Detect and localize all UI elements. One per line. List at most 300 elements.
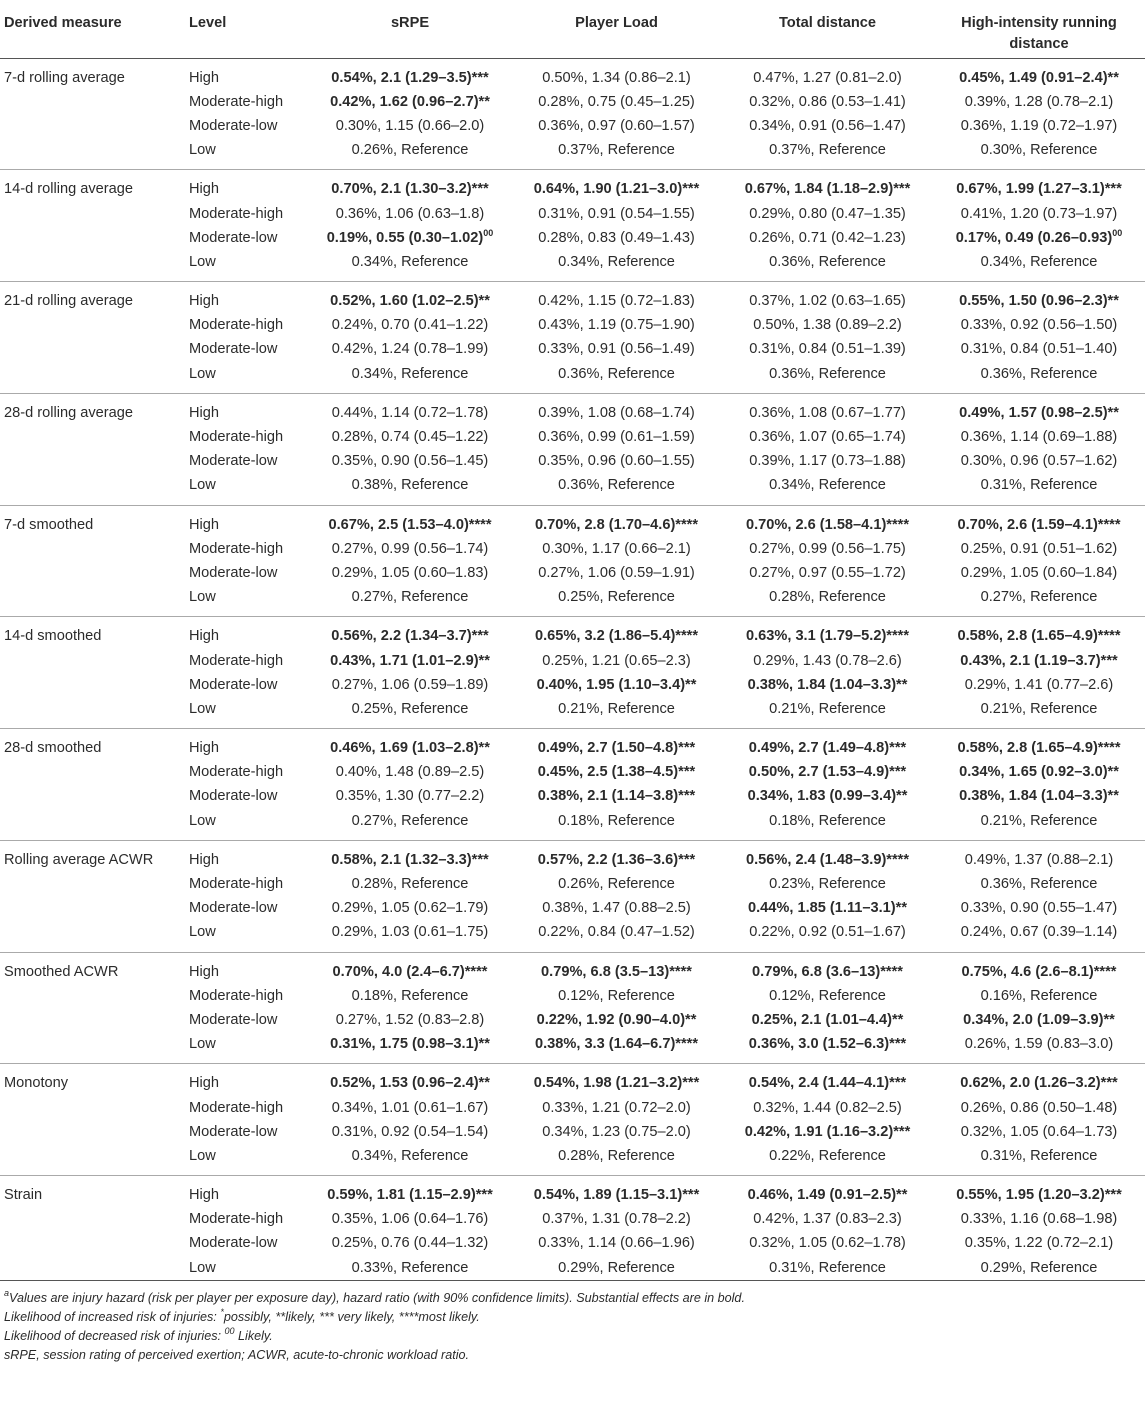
value-cell: 0.39%, 1.08 (0.68–1.74) bbox=[538, 404, 695, 421]
table-row bbox=[0, 1231, 1145, 1255]
level-cell: Moderate-low bbox=[189, 453, 278, 470]
value-cell: 0.28%, 0.75 (0.45–1.25) bbox=[538, 93, 695, 110]
value-cell: 0.35%, 1.22 (0.72–2.1) bbox=[964, 1235, 1114, 1252]
table-row bbox=[0, 1256, 1145, 1281]
table-row bbox=[0, 505, 1145, 537]
value-cell: 0.49%, 2.7 (1.50–4.8)*** bbox=[537, 740, 696, 757]
level-cell: Moderate-high bbox=[189, 987, 284, 1004]
value-cell: 0.38%, 2.1 (1.14–3.8)*** bbox=[537, 788, 696, 805]
derived-measure-cell bbox=[0, 138, 185, 170]
value-cell: 0.43%, 1.19 (0.75–1.90) bbox=[538, 317, 695, 334]
table-row bbox=[0, 90, 1145, 114]
value-cell: 0.70%, 4.0 (2.4–6.7)**** bbox=[332, 963, 488, 980]
table-row bbox=[0, 729, 1145, 761]
derived-measure-cell bbox=[0, 673, 185, 697]
level-cell: Moderate-low bbox=[189, 117, 278, 134]
value-cell: 0.28%, 0.74 (0.45–1.22) bbox=[331, 429, 489, 446]
value-cell: 0.26%, 1.59 (0.83–3.0) bbox=[933, 1032, 1145, 1064]
table-row bbox=[0, 449, 1145, 473]
value-cell: 0.56%, 2.4 (1.48–3.9)**** bbox=[745, 851, 910, 868]
value-cell: 0.44%, 1.14 (0.72–1.78) bbox=[331, 404, 489, 421]
value-cell: 0.31%, Reference bbox=[933, 473, 1145, 505]
value-cell: 0.30%, 1.17 (0.66–2.1) bbox=[542, 540, 691, 557]
header-total-distance: Total distance bbox=[722, 0, 933, 58]
value-cell: 0.33%, 1.21 (0.72–2.0) bbox=[542, 1099, 691, 1116]
value-cell: 0.27%, 1.06 (0.59–1.89) bbox=[331, 676, 489, 693]
value-cell: 0.36%, Reference bbox=[722, 250, 933, 282]
value-cell: 0.29%, 1.03 (0.61–1.75) bbox=[309, 920, 511, 952]
value-cell: 0.75%, 4.6 (2.6–8.1)**** bbox=[961, 963, 1117, 980]
derived-measure-cell bbox=[0, 697, 185, 729]
value-cell: 0.31%, Reference bbox=[933, 1144, 1145, 1176]
derived-measure-cell bbox=[0, 201, 185, 225]
table-body bbox=[0, 58, 1145, 1280]
table-row bbox=[0, 984, 1145, 1008]
level-cell: Moderate-high bbox=[189, 205, 284, 222]
value-cell: 0.40%, 1.48 (0.89–2.5) bbox=[335, 764, 485, 781]
value-cell: 0.56%, 2.2 (1.34–3.7)*** bbox=[331, 628, 489, 645]
value-cell: 0.26%, 0.71 (0.42–1.23) bbox=[749, 229, 906, 246]
value-cell: 0.54%, 2.1 (1.29–3.5)*** bbox=[331, 69, 489, 86]
value-cell: 0.29%, Reference bbox=[511, 1256, 722, 1281]
derived-measure-cell bbox=[0, 1032, 185, 1064]
value-cell: 0.43%, 2.1 (1.19–3.7)*** bbox=[960, 652, 1118, 669]
value-cell: 0.34%, Reference bbox=[933, 250, 1145, 282]
table-row bbox=[0, 1095, 1145, 1119]
value-cell: 0.50%, 1.38 (0.89–2.2) bbox=[753, 317, 902, 334]
value-cell: 0.34%, Reference bbox=[309, 362, 511, 394]
derived-measure-cell bbox=[0, 1095, 185, 1119]
footnote-abbreviations: sRPE, session rating of perceived exertion; ACWR, acute-to-chronic workload ratio. bbox=[4, 1347, 469, 1362]
table-row bbox=[0, 425, 1145, 449]
value-cell: 0.12%, Reference bbox=[769, 987, 886, 1004]
value-cell: 0.29%, 1.05 (0.62–1.79) bbox=[331, 900, 489, 917]
value-cell: 0.31%, 0.92 (0.54–1.54) bbox=[331, 1123, 489, 1140]
value-cell: 0.35%, 0.90 (0.56–1.45) bbox=[331, 453, 489, 470]
value-cell: 0.28%, Reference bbox=[511, 1144, 722, 1176]
value-cell: 0.34%, Reference bbox=[309, 1144, 511, 1176]
value-cell: 0.39%, 1.28 (0.78–2.1) bbox=[964, 93, 1114, 110]
derived-measure-cell: 28-d rolling average bbox=[4, 404, 133, 421]
derived-measure-cell: 14-d rolling average bbox=[4, 181, 133, 198]
value-cell: 0.37%, Reference bbox=[511, 138, 722, 170]
derived-measure-cell bbox=[0, 984, 185, 1008]
derived-measure-cell bbox=[0, 872, 185, 896]
value-cell: 0.41%, 1.20 (0.73–1.97) bbox=[960, 205, 1118, 222]
value-cell: 0.67%, 2.5 (1.53–4.0)**** bbox=[328, 516, 492, 533]
level-cell: Moderate-high bbox=[189, 540, 284, 557]
level-cell: Moderate-high bbox=[189, 317, 284, 334]
value-cell: 0.27%, Reference bbox=[933, 585, 1145, 617]
level-cell: Low bbox=[185, 809, 309, 841]
value-cell: 0.34%, 1.23 (0.75–2.0) bbox=[542, 1123, 691, 1140]
value-cell: 0.54%, 1.89 (1.15–3.1)*** bbox=[533, 1187, 700, 1204]
level-cell: High bbox=[189, 181, 220, 198]
level-cell: High bbox=[189, 293, 220, 310]
value-cell: 0.79%, 6.8 (3.6–13)**** bbox=[752, 963, 903, 980]
value-cell: 0.31%, 0.84 (0.51–1.39) bbox=[749, 341, 906, 358]
table-row bbox=[0, 896, 1145, 920]
derived-measure-cell bbox=[0, 648, 185, 672]
derived-measure-cell bbox=[0, 425, 185, 449]
value-cell: 0.42%, 1.62 (0.96–2.7)** bbox=[330, 93, 490, 110]
level-cell: Moderate-high bbox=[189, 93, 284, 110]
table-row bbox=[0, 1008, 1145, 1032]
value-cell: 0.31%, Reference bbox=[722, 1256, 933, 1281]
derived-measure-cell: Monotony bbox=[4, 1075, 69, 1092]
level-cell: Low bbox=[185, 697, 309, 729]
level-cell: Moderate-low bbox=[189, 564, 278, 581]
table-row bbox=[0, 760, 1145, 784]
footnote-values: $^a$Values are injury hazard (risk per player per exposure day), hazard ratio (with 90% confidence limits). Substantial effects are in bold. bbox=[4, 1287, 745, 1305]
table-row bbox=[0, 648, 1145, 672]
value-cell: 0.38%, 1.84 (1.04–3.3)** bbox=[747, 676, 908, 693]
derived-measure-cell bbox=[0, 1231, 185, 1255]
value-cell: 0.30%, Reference bbox=[933, 138, 1145, 170]
table-row bbox=[0, 226, 1145, 250]
value-cell: 0.67%, 1.84 (1.18–2.9)*** bbox=[744, 181, 911, 198]
level-cell: Low bbox=[185, 585, 309, 617]
value-cell: 0.40%, 1.95 (1.10–3.4)** bbox=[536, 676, 697, 693]
value-cell: 0.36%, Reference bbox=[511, 362, 722, 394]
derived-measure-cell bbox=[0, 1008, 185, 1032]
value-cell: 0.32%, 0.86 (0.53–1.41) bbox=[749, 93, 906, 110]
value-cell: 0.27%, 0.99 (0.56–1.74) bbox=[331, 540, 489, 557]
table-row bbox=[0, 784, 1145, 808]
value-cell: 0.59%, 1.81 (1.15–2.9)*** bbox=[327, 1187, 493, 1204]
derived-measure-cell: 7-d rolling average bbox=[4, 69, 125, 86]
level-cell: Moderate-high bbox=[189, 764, 284, 781]
value-cell: 0.35%, 0.96 (0.60–1.55) bbox=[538, 453, 695, 470]
table-row bbox=[0, 840, 1145, 872]
value-cell: 0.36%, Reference bbox=[933, 362, 1145, 394]
value-cell: 0.32%, 1.05 (0.62–1.78) bbox=[749, 1235, 906, 1252]
value-cell: 0.29%, 0.80 (0.47–1.35) bbox=[749, 205, 906, 222]
derived-measure-cell bbox=[0, 784, 185, 808]
value-cell: 0.34%, Reference bbox=[309, 250, 511, 282]
level-cell: High bbox=[189, 404, 220, 421]
value-cell: 0.29%, 1.05 (0.60–1.83) bbox=[331, 564, 489, 581]
derived-measure-cell bbox=[0, 1256, 185, 1281]
value-cell: 0.70%, 2.6 (1.59–4.1)**** bbox=[957, 516, 1121, 533]
level-cell: Moderate-low bbox=[189, 788, 278, 805]
value-cell: 0.50%, 1.34 (0.86–2.1) bbox=[542, 69, 691, 86]
value-cell: 0.27%, 0.97 (0.55–1.72) bbox=[749, 564, 906, 581]
table-row bbox=[0, 697, 1145, 729]
table-row bbox=[0, 537, 1145, 561]
value-cell: 0.30%, 1.15 (0.66–2.0) bbox=[335, 117, 485, 134]
derived-measure-cell bbox=[0, 537, 185, 561]
value-cell: 0.36%, 1.06 (0.63–1.8) bbox=[335, 205, 485, 222]
value-cell: 0.33%, 1.14 (0.66–1.96) bbox=[538, 1235, 695, 1252]
derived-measure-cell bbox=[0, 362, 185, 394]
table-row bbox=[0, 617, 1145, 649]
footnote-increased-risk: Likelihood of increased risk of injuries: *possibly, **likely, *** very likely, ****most likely. bbox=[4, 1306, 480, 1324]
header-derived-measure: Derived measure bbox=[0, 0, 185, 58]
value-cell: 0.42%, 1.91 (1.16–3.2)*** bbox=[744, 1123, 911, 1140]
value-cell: 0.42%, 1.37 (0.83–2.3) bbox=[753, 1211, 902, 1228]
value-cell: 0.17%, 0.49 $(0.26-0.93)^{00}$ bbox=[955, 227, 1123, 246]
header-player-load: Player Load bbox=[511, 0, 722, 58]
table-row bbox=[0, 362, 1145, 394]
value-cell: 0.29%, Reference bbox=[933, 1256, 1145, 1281]
table-row bbox=[0, 170, 1145, 202]
value-cell: 0.37%, 1.31 (0.78–2.2) bbox=[542, 1211, 691, 1228]
table-row bbox=[0, 250, 1145, 282]
derived-measure-cell: 7-d smoothed bbox=[4, 516, 94, 533]
value-cell: 0.43%, 1.71 (1.01–2.9)** bbox=[330, 652, 490, 669]
table-row bbox=[0, 561, 1145, 585]
value-cell: 0.32%, 1.05 (0.64–1.73) bbox=[960, 1123, 1118, 1140]
table-row bbox=[0, 393, 1145, 425]
derived-measure-cell: Rolling average ACWR bbox=[4, 851, 154, 868]
value-cell: 0.36%, Reference bbox=[722, 362, 933, 394]
derived-measure-cell bbox=[0, 313, 185, 337]
value-cell: 0.36%, Reference bbox=[511, 473, 722, 505]
value-cell: 0.37%, 1.02 (0.63–1.65) bbox=[749, 293, 906, 310]
level-cell: Low bbox=[185, 1144, 309, 1176]
value-cell: 0.42%, 1.24 (0.78–1.99) bbox=[331, 341, 489, 358]
value-cell: 0.36%, 1.08 (0.67–1.77) bbox=[749, 404, 906, 421]
derived-measure-cell bbox=[0, 760, 185, 784]
table-row bbox=[0, 952, 1145, 984]
derived-measure-cell bbox=[0, 473, 185, 505]
value-cell: 0.29%, 1.05 (0.60–1.84) bbox=[960, 564, 1118, 581]
level-cell: High bbox=[189, 1187, 220, 1204]
value-cell: 0.16%, Reference bbox=[980, 987, 1098, 1004]
value-cell: 0.21%, Reference bbox=[933, 809, 1145, 841]
value-cell: 0.70%, 2.6 (1.58–4.1)**** bbox=[745, 516, 910, 533]
value-cell: 0.28%, 0.83 (0.49–1.43) bbox=[538, 229, 695, 246]
value-cell: 0.49%, 1.37 (0.88–2.1) bbox=[964, 851, 1114, 868]
table-row bbox=[0, 673, 1145, 697]
value-cell: 0.25%, Reference bbox=[511, 585, 722, 617]
value-cell: 0.33%, 0.90 (0.55–1.47) bbox=[960, 900, 1118, 917]
value-cell: 0.33%, Reference bbox=[309, 1256, 511, 1281]
table-row bbox=[0, 1064, 1145, 1096]
value-cell: 0.45%, 2.5 (1.38–4.5)*** bbox=[537, 764, 696, 781]
level-cell: Moderate-low bbox=[189, 1011, 278, 1028]
level-cell: Moderate-low bbox=[189, 341, 278, 358]
level-cell: Moderate-high bbox=[189, 429, 284, 446]
table-row bbox=[0, 114, 1145, 138]
value-cell: 0.27%, Reference bbox=[309, 585, 511, 617]
derived-measure-cell: 21-d rolling average bbox=[4, 293, 133, 309]
level-cell: Low bbox=[185, 138, 309, 170]
table-row bbox=[0, 1120, 1145, 1144]
value-cell: 0.58%, 2.8 (1.65–4.9)**** bbox=[957, 740, 1121, 757]
derived-measure-cell bbox=[0, 337, 185, 361]
value-cell: 0.42%, 1.15 (0.72–1.83) bbox=[538, 293, 695, 310]
value-cell: 0.24%, 0.67 (0.39–1.14) bbox=[933, 920, 1145, 952]
value-cell: 0.36%, Reference bbox=[980, 876, 1098, 893]
value-cell: 0.47%, 1.27 (0.81–2.0) bbox=[753, 69, 902, 86]
value-cell: 0.18%, Reference bbox=[511, 809, 722, 841]
derived-measure-cell bbox=[0, 561, 185, 585]
header-srpe: sRPE bbox=[309, 0, 511, 58]
level-cell: Low bbox=[185, 362, 309, 394]
value-cell: 0.36%, 1.14 (0.69–1.88) bbox=[960, 429, 1118, 446]
value-cell: 0.34%, Reference bbox=[722, 473, 933, 505]
derived-measure-cell bbox=[0, 90, 185, 114]
table-row bbox=[0, 473, 1145, 505]
table-row bbox=[0, 872, 1145, 896]
derived-measure-cell bbox=[0, 585, 185, 617]
level-cell: Low bbox=[185, 473, 309, 505]
level-cell: High bbox=[189, 851, 220, 868]
table-row bbox=[0, 58, 1145, 90]
value-cell: 0.29%, 1.43 (0.78–2.6) bbox=[753, 652, 902, 669]
value-cell: 0.36%, 3.0 (1.52–6.3)*** bbox=[722, 1032, 933, 1064]
derived-measure-cell bbox=[0, 1207, 185, 1231]
derived-measure-cell bbox=[0, 226, 185, 250]
table-row bbox=[0, 1176, 1145, 1208]
value-cell: 0.55%, 1.50 (0.96–2.3)** bbox=[959, 293, 1119, 310]
value-cell: 0.32%, 1.44 (0.82–2.5) bbox=[753, 1099, 902, 1116]
value-cell: 0.29%, 1.41 (0.77–2.6) bbox=[964, 676, 1114, 693]
value-cell: 0.38%, 3.3 (1.64–6.7)**** bbox=[511, 1032, 722, 1064]
value-cell: 0.33%, 1.16 (0.68–1.98) bbox=[960, 1211, 1118, 1228]
derived-measure-cell: 14-d smoothed bbox=[4, 628, 102, 645]
table-row bbox=[0, 1144, 1145, 1176]
value-cell: 0.46%, 1.49 (0.91–2.5)** bbox=[747, 1187, 908, 1204]
value-cell: 0.50%, 2.7 (1.53–4.9)*** bbox=[748, 764, 907, 781]
value-cell: 0.34%, 0.91 (0.56–1.47) bbox=[749, 117, 906, 134]
level-cell: Moderate-high bbox=[189, 652, 284, 669]
value-cell: 0.49%, 2.7 (1.49–4.8)*** bbox=[748, 740, 907, 757]
value-cell: 0.31%, 0.91 (0.54–1.55) bbox=[538, 205, 695, 222]
value-cell: 0.38%, Reference bbox=[309, 473, 511, 505]
value-cell: 0.27%, Reference bbox=[309, 809, 511, 841]
value-cell: 0.70%, 2.1 (1.30–3.2)*** bbox=[331, 181, 489, 198]
value-cell: 0.36%, 1.07 (0.65–1.74) bbox=[749, 429, 906, 446]
value-cell: 0.57%, 2.2 (1.36–3.6)*** bbox=[537, 851, 696, 868]
value-cell: 0.21%, Reference bbox=[722, 697, 933, 729]
level-cell: High bbox=[189, 740, 220, 757]
derived-measure-cell bbox=[0, 920, 185, 952]
header-level: Level bbox=[185, 0, 309, 58]
value-cell: 0.34%, Reference bbox=[511, 250, 722, 282]
value-cell: 0.28%, Reference bbox=[351, 876, 469, 893]
value-cell: 0.26%, Reference bbox=[309, 138, 511, 170]
value-cell: 0.22%, 1.92 (0.90–4.0)** bbox=[536, 1011, 697, 1028]
value-cell: 0.46%, 1.69 (1.03–2.8)** bbox=[330, 740, 490, 757]
value-cell: 0.38%, 1.84 (1.04–3.3)** bbox=[959, 788, 1119, 805]
value-cell: 0.63%, 3.1 (1.79–5.2)**** bbox=[745, 628, 910, 645]
derived-measure-cell bbox=[0, 1120, 185, 1144]
derived-measure-cell bbox=[0, 250, 185, 282]
value-cell: 0.22%, 0.84 (0.47–1.52) bbox=[511, 920, 722, 952]
value-cell: 0.27%, 0.99 (0.56–1.75) bbox=[749, 540, 906, 557]
level-cell: Moderate-low bbox=[189, 900, 278, 917]
value-cell: 0.28%, Reference bbox=[722, 585, 933, 617]
level-cell: Moderate-low bbox=[189, 1123, 278, 1140]
table-row bbox=[0, 1032, 1145, 1064]
value-cell: 0.45%, 1.49 (0.91–2.4)** bbox=[959, 69, 1119, 86]
derived-measure-cell bbox=[0, 809, 185, 841]
level-cell: Low bbox=[185, 1256, 309, 1281]
table-footnotes bbox=[0, 1281, 1145, 1365]
level-cell: Low bbox=[185, 250, 309, 282]
value-cell: 0.33%, 0.92 (0.56–1.50) bbox=[960, 317, 1118, 334]
value-cell: 0.49%, 1.57 (0.98–2.5)** bbox=[959, 404, 1119, 421]
value-cell: 0.36%, 1.19 (0.72–1.97) bbox=[960, 117, 1118, 134]
value-cell: 0.26%, Reference bbox=[558, 876, 675, 893]
value-cell: 0.22%, Reference bbox=[722, 1144, 933, 1176]
value-cell: 0.55%, 1.95 (1.20–3.2)*** bbox=[956, 1187, 1122, 1204]
level-cell: Low bbox=[185, 1032, 309, 1064]
derived-measure-cell bbox=[0, 896, 185, 920]
value-cell: 0.23%, Reference bbox=[769, 876, 886, 893]
value-cell: 0.67%, 1.99 (1.27–3.1)*** bbox=[956, 181, 1122, 198]
level-cell: High bbox=[189, 963, 220, 980]
value-cell: 0.19%, 0.55 $(0.30-1.02)^{00}$ bbox=[326, 227, 494, 246]
level-cell: Moderate-low bbox=[189, 676, 278, 693]
value-cell: 0.35%, 1.30 (0.77–2.2) bbox=[335, 788, 485, 805]
value-cell: 0.34%, 2.0 (1.09–3.9)** bbox=[963, 1011, 1115, 1028]
value-cell: 0.39%, 1.17 (0.73–1.88) bbox=[749, 453, 906, 470]
value-cell: 0.62%, 2.0 (1.26–3.2)*** bbox=[960, 1075, 1118, 1092]
value-cell: 0.58%, 2.8 (1.65–4.9)**** bbox=[957, 628, 1121, 645]
value-cell: 0.25%, 0.91 (0.51–1.62) bbox=[960, 540, 1118, 557]
header-high-intensity-running-distance: High-intensity running distance bbox=[933, 0, 1145, 58]
level-cell: High bbox=[189, 69, 220, 86]
value-cell: 0.27%, 1.06 (0.59–1.91) bbox=[538, 564, 695, 581]
value-cell: 0.35%, 1.06 (0.64–1.76) bbox=[331, 1211, 489, 1228]
value-cell: 0.24%, 0.70 (0.41–1.22) bbox=[331, 317, 489, 334]
value-cell: 0.21%, Reference bbox=[511, 697, 722, 729]
value-cell: 0.18%, Reference bbox=[351, 987, 469, 1004]
value-cell: 0.33%, 0.91 (0.56–1.49) bbox=[538, 341, 695, 358]
value-cell: 0.65%, 3.2 (1.86–5.4)**** bbox=[534, 628, 699, 645]
value-cell: 0.70%, 2.8 (1.70–4.6)**** bbox=[534, 516, 699, 533]
value-cell: 0.31%, 0.84 (0.51–1.40) bbox=[960, 341, 1118, 358]
value-cell: 0.36%, 0.97 (0.60–1.57) bbox=[538, 117, 695, 134]
level-cell: Moderate-low bbox=[189, 229, 278, 246]
value-cell: 0.30%, 0.96 (0.57–1.62) bbox=[960, 453, 1118, 470]
footnote-decreased-risk: Likelihood of decreased risk of injuries: $^{00}$ Likely. bbox=[4, 1325, 273, 1343]
value-cell: 0.54%, 2.4 (1.44–4.1)*** bbox=[748, 1075, 907, 1092]
level-cell: High bbox=[189, 628, 220, 645]
level-cell: Moderate-high bbox=[189, 1099, 284, 1116]
value-cell: 0.34%, 1.83 (0.99–3.4)** bbox=[747, 788, 908, 805]
value-cell: 0.12%, Reference bbox=[558, 987, 675, 1004]
level-cell: Moderate-low bbox=[189, 1235, 278, 1252]
value-cell: 0.27%, 1.52 (0.83–2.8) bbox=[335, 1011, 485, 1028]
value-cell: 0.26%, 0.86 (0.50–1.48) bbox=[960, 1099, 1118, 1116]
table-row bbox=[0, 282, 1145, 314]
table-row bbox=[0, 201, 1145, 225]
value-cell: 0.52%, 1.53 (0.96–2.4)** bbox=[330, 1075, 490, 1092]
derived-measure-cell bbox=[0, 1144, 185, 1176]
value-cell: 0.44%, 1.85 (1.11–3.1)** bbox=[747, 900, 908, 917]
value-cell: 0.64%, 1.90 (1.21–3.0)*** bbox=[533, 181, 700, 198]
derived-measure-cell: Smoothed ACWR bbox=[4, 963, 119, 980]
value-cell: 0.37%, Reference bbox=[722, 138, 933, 170]
value-cell: 0.54%, 1.98 (1.21–3.2)*** bbox=[533, 1075, 700, 1092]
level-cell: Moderate-high bbox=[189, 876, 284, 893]
table-row bbox=[0, 313, 1145, 337]
value-cell: 0.22%, 0.92 (0.51–1.67) bbox=[722, 920, 933, 952]
value-cell: 0.25%, 1.21 (0.65–2.3) bbox=[542, 652, 691, 669]
derived-measure-cell bbox=[0, 114, 185, 138]
level-cell: Low bbox=[185, 920, 309, 952]
value-cell: 0.34%, 1.01 (0.61–1.67) bbox=[331, 1099, 489, 1116]
value-cell: 0.25%, Reference bbox=[309, 697, 511, 729]
value-cell: 0.79%, 6.8 (3.5–13)**** bbox=[541, 963, 692, 980]
derived-measure-cell bbox=[0, 449, 185, 473]
table-row bbox=[0, 809, 1145, 841]
